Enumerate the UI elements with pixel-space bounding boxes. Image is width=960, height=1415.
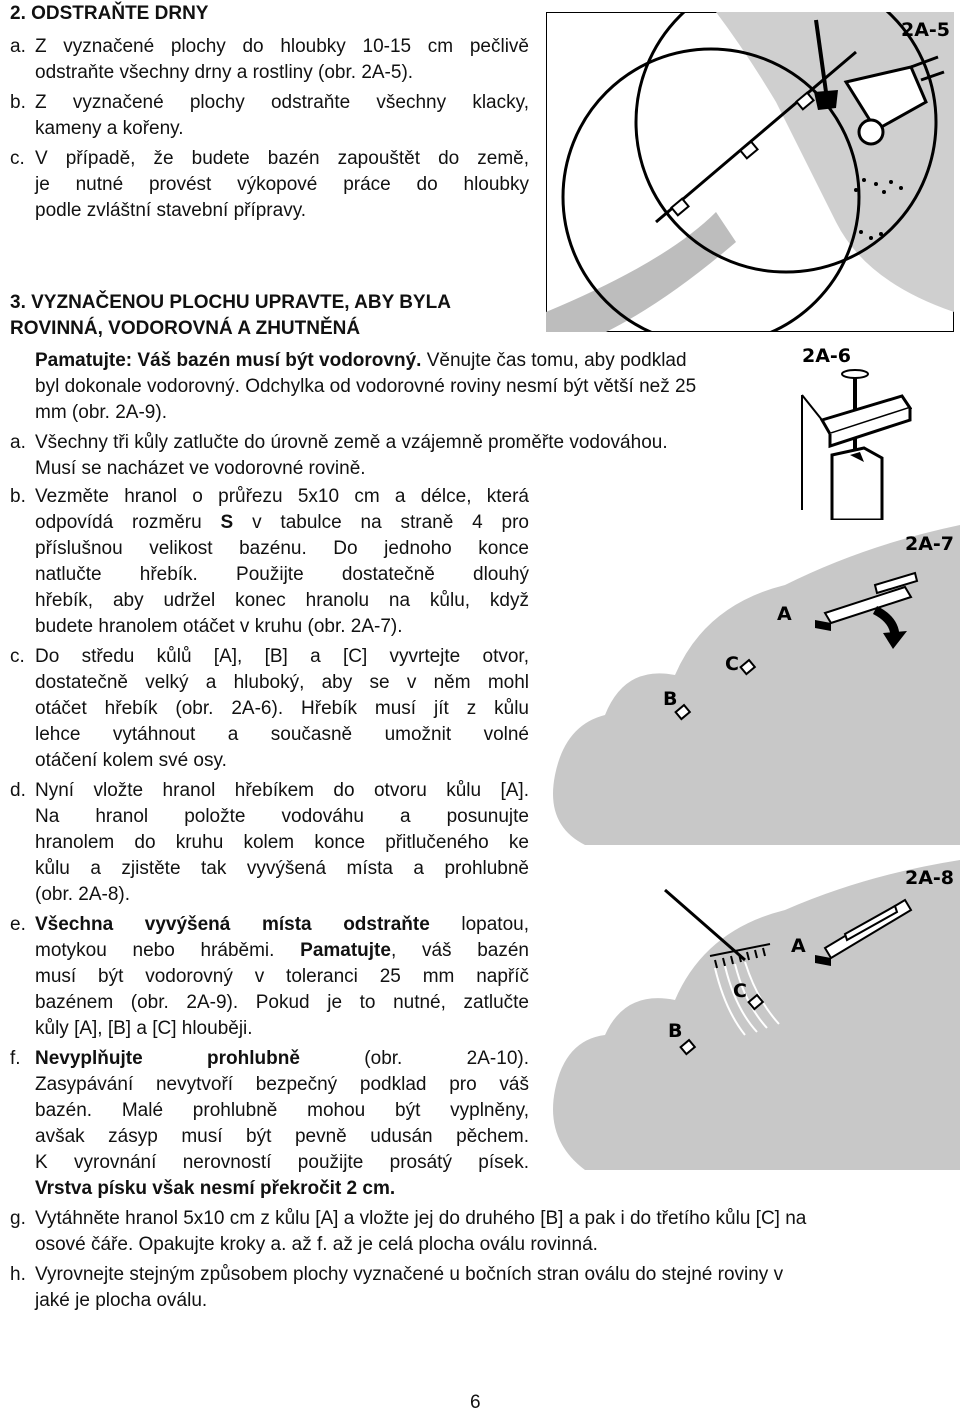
sec3-f-line6: Vrstva písku však nesmí překročit 2 cm. [35,1178,396,1199]
figure-2a-7 [545,525,960,845]
sec2-b-line2: kameny a kořeny. [35,118,184,139]
item-label: f. [10,1048,21,1069]
item-label: a. [10,36,26,57]
section-3-heading-line2: ROVINNÁ, VODOROVNÁ A ZHUTNĚNÁ [10,318,361,339]
stake-label-a: A [777,603,792,625]
sec3-a-line2: Musí se nacházet ve vodorovné rovině. [35,458,366,479]
sec3-intro-line3: mm (obr. 2A-9). [35,402,167,423]
sec3-e-line1: Všechna vyvýšená místa odstraňte lopatou, [35,914,529,935]
sec2-a-line2: odstraňte všechny drny a rostliny (obr. 2A-5). [35,62,414,83]
sec3-c-line1: Do středu kůlů [A], [B] a [C] vyvrtejte otvor, [35,646,529,667]
stake-label-a: A [791,935,806,957]
sec3-g-line2: osové čáře. Opakujte kroky a. až f. až je celá plocha oválu rovinná. [35,1234,598,1255]
sec3-b-line5: hřebík, aby udržel konec hranolu na kůlu, když [35,590,529,611]
sec3-d-line1: Nyní vložte hranol hřebíkem do otvoru kůlu [A]. [35,780,529,801]
item-label: a. [10,432,26,453]
sec3-b-line1: Vezměte hranol o průřezu 5x10 cm a délce, která [35,486,529,507]
sec3-d-line3: hranolem do kruhu kolem konce přitlučeného ke [35,832,529,853]
section-2-heading: 2. ODSTRAŇTE DRNY [10,3,209,24]
sec3-b-line4: natlučte hřebík. Použijte dostatečně dlouhý [35,564,529,585]
sec3-d-line2: Na hranol položte vodováhu a posunujte [35,806,529,827]
sec3-f-line3: bazén. Malé prohlubně mohou být vyplněny, [35,1100,529,1121]
sec2-a-line1: Z vyznačené plochy do hloubky 10-15 cm pečlivě [35,36,529,57]
figure-2a-6 [792,340,912,520]
sec2-c-line3: podle zvláštní stavební přípravy. [35,200,307,221]
stake-label-b: B [668,1020,683,1042]
item-label: b. [10,486,26,507]
figure-label: 2A-8 [905,867,955,889]
sec3-b-line6: budete hranolem otáčet v kruhu (obr. 2A-7). [35,616,403,637]
stake-label-c: C [725,653,739,675]
sec3-d-line5: (obr. 2A-8). [35,884,131,905]
sec3-f-line2: Zasypávání nevytvoří bezpečný podklad pro váš [35,1074,529,1095]
item-label: c. [10,148,25,169]
item-label: d. [10,780,26,801]
figure-label: 2A-7 [905,533,955,555]
sec3-f-line4: avšak zásyp musí být pevně udusán pěchem. [35,1126,529,1147]
sec3-c-line5: otáčení kolem své osy. [35,750,227,771]
sec3-c-line2: dostatečně velký a hluboký, aby se v něm mohl [35,672,529,693]
sec3-d-line4: kůlu a zjistěte tak vyvýšená místa a prohlubně [35,858,529,879]
item-label: b. [10,92,26,113]
figure-label: 2A-6 [802,345,852,367]
sec3-e-line4: bazénem (obr. 2A-9). Pokud je to nutné, zatlučte [35,992,529,1013]
sec3-e-line2: motykou nebo hráběmi. Pamatujte, váš bazén [35,940,529,961]
item-label: c. [10,646,25,667]
figure-2a-8 [545,860,960,1180]
sec3-g-line1: Vytáhněte hranol 5x10 cm z kůlu [A] a vložte jej do druhého [B] a pak i do třetího kůlu [C] na [35,1208,807,1229]
sec3-c-line4: lehce vytáhnout a současně umožnit volné [35,724,529,745]
sec3-e-line5: kůly [A], [B] a [C] hlouběji. [35,1018,253,1039]
sec3-f-line5: K vyrovnání nerovností použijte prosátý písek. [35,1152,529,1173]
item-label: e. [10,914,26,935]
item-label: g. [10,1208,26,1229]
section-3-heading-line1: 3. VYZNAČENOU PLOCHU UPRAVTE, ABY BYLA [10,292,451,313]
sec3-b-line2: odpovídá rozměru S v tabulce na straně 4 pro [35,512,529,533]
sec3-c-line3: otáčet hřebík (obr. 2A-6). Hřebík musí jít z kůlu [35,698,529,719]
sec3-b-line3: příslušnou velikost bazénu. Do jednoho konce [35,538,529,559]
figure-2a-5 [546,12,954,332]
page-number: 6 [470,1392,481,1413]
sec2-c-line1: V případě, že budete bazén zapouštět do země, [35,148,529,169]
sec3-intro-line1: Pamatujte: Váš bazén musí být vodorovný. Věnujte čas tomu, aby podklad [35,350,687,371]
sec2-c-line2: je nutné provést výkopové práce do hloubky [35,174,529,195]
sec3-h-line2: jaké je plocha oválu. [35,1290,208,1311]
item-label: h. [10,1264,26,1285]
sec3-f-line1: Nevyplňujte prohlubně (obr. 2A-10). [35,1048,529,1069]
sec2-b-line1: Z vyznačené plochy odstraňte všechny klacky, [35,92,529,113]
sec3-a-line1: Všechny tři kůly zatlučte do úrovně země a vzájemně proměřte vodováhou. [35,432,668,453]
figure-label: 2A-5 [901,19,951,41]
stake-label-c: C [733,980,747,1002]
sec3-h-line1: Vyrovnejte stejným způsobem plochy vyznačené u bočních stran oválu do stejné roviny v [35,1264,784,1285]
stake-label-b: B [663,688,678,710]
sec3-e-line3: musí být vodorovný v toleranci 25 mm napříč [35,966,529,987]
sec3-intro-line2: byl dokonale vodorovný. Odchylka od vodorovné roviny nesmí být větší než 25 [35,376,697,397]
